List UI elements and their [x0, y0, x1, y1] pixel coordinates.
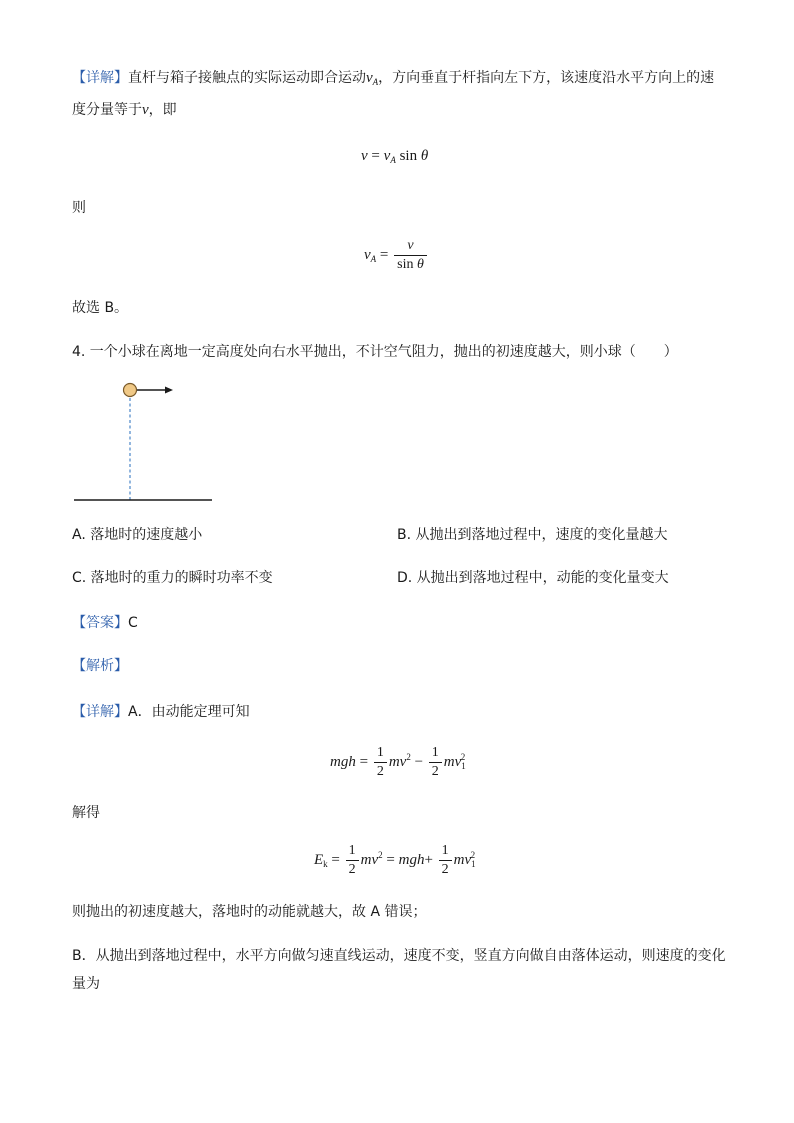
- ball-icon: [124, 384, 137, 397]
- equation-v-vA-sin: $v = v_A$ sin θ: [361, 148, 429, 165]
- symbol-v: v: [142, 102, 149, 118]
- option-a: A. 落地时的速度越小: [72, 527, 203, 543]
- equation-vA-fraction: $v_A$ = $\frac{v}{\text{sin θ}}$: [364, 238, 429, 273]
- equation-kinetic-energy: $E_k$ = $\frac{1}{2}$ $mv^2 = mgh+$ $\frac{1}{2}$ $mv_1^2$: [314, 843, 476, 877]
- analysis-line: [72, 652, 732, 680]
- solve-label: 解得: [72, 805, 100, 821]
- question-4: 4. 一个小球在离地一定高度处向右水平抛出，不计空气阻力，抛出的初速度越大，则小球（ ）: [72, 344, 678, 360]
- answer-line: [72, 609, 732, 637]
- answer-value: C: [128, 615, 138, 631]
- part-b-line-1: B．从抛出到落地过程中，水平方向做匀速直线运动，速度不变，竖直方向做自由落体运动，则速度的变化: [72, 948, 726, 964]
- option-c: C. 落地时的重力的瞬时功率不变: [72, 570, 273, 586]
- detail-text-2b: ，即: [148, 102, 177, 118]
- analysis-tag: 【解析】: [72, 658, 128, 674]
- velocity-arrow-icon: [165, 387, 173, 394]
- option-b: B. 从抛出到落地过程中，速度的变化量越大: [397, 527, 668, 543]
- then-label: 则: [72, 200, 86, 216]
- conclusion-a: 则抛出的初速度越大，落地时的动能就越大，故 A 错误；: [72, 904, 427, 920]
- symbol-vA: $v_A$: [366, 70, 379, 87]
- detail-paragraph-1: [72, 64, 732, 124]
- equation-energy-theorem: mgh = $\frac{1}{2}$ $mv^2$ − $\frac{1}{2}$ $mv_1^2$: [330, 745, 466, 779]
- detail-text-2a: 度分量等于: [72, 102, 142, 118]
- detail-paragraph-2: [72, 698, 732, 726]
- detail-text-1b: ，方向垂直于杆指向左下方，该速度沿水平方向上的速: [378, 70, 715, 86]
- choose-answer-text: 故选 B。: [72, 300, 129, 316]
- projectile-diagram: [72, 378, 222, 504]
- option-d: D. 从抛出到落地过程中，动能的变化量变大: [397, 570, 669, 586]
- answer-tag: 【答案】: [72, 615, 128, 631]
- part-b-paragraph: [72, 942, 742, 998]
- detail-tag: 【详解】: [72, 70, 128, 86]
- detail-text-1a: 直杆与箱子接触点的实际运动即合运动: [128, 70, 366, 86]
- fraction-v-over-sin: $\frac{v}{\text{sin θ}}$: [394, 238, 427, 273]
- detail-text-a: A．由动能定理可知: [128, 704, 250, 720]
- part-b-line-2: 量为: [72, 976, 100, 992]
- detail-tag-2: 【详解】: [72, 704, 128, 720]
